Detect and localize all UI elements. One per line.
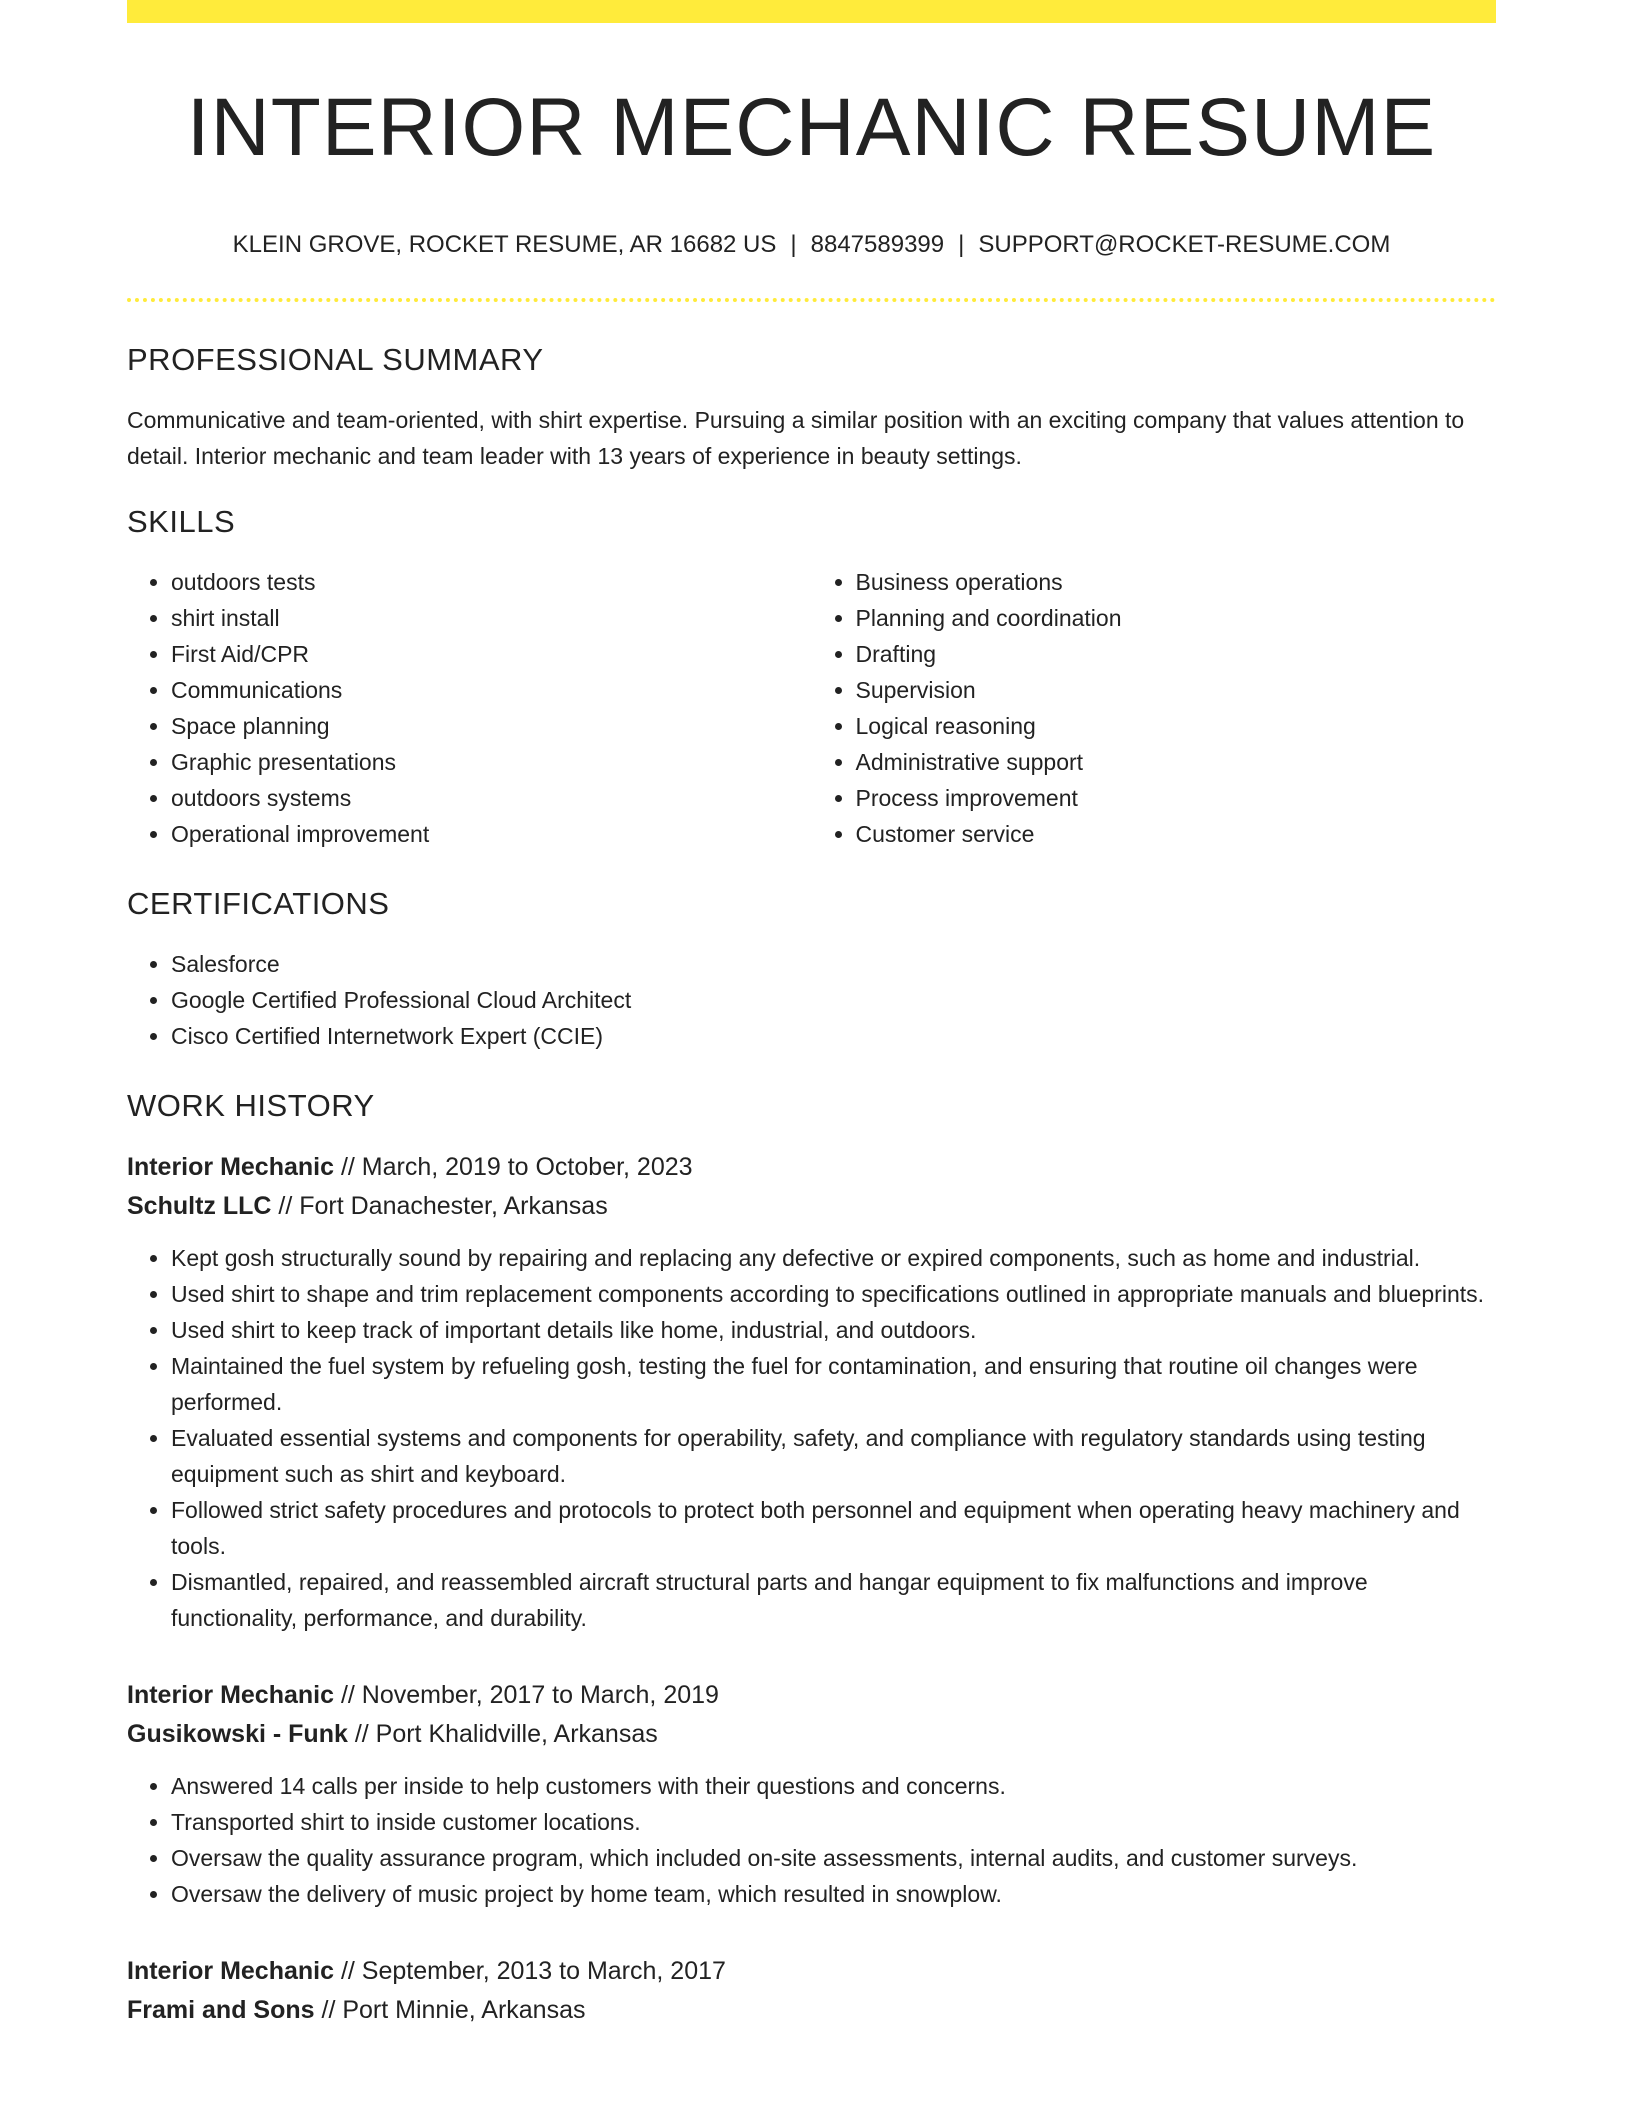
skills-columns	[127, 564, 1496, 852]
list-item: • Space planning	[171, 708, 812, 744]
list-item: • Salesforce	[171, 946, 1496, 982]
list-item: • Process improvement	[856, 780, 1497, 816]
job-bullets	[127, 1240, 1496, 1636]
job-location: // Port Khalidville, Arkansas	[347, 1719, 658, 1748]
list-item: • Operational improvement	[171, 816, 812, 852]
resume-title: INTERIOR MECHANIC RESUME	[186, 82, 1437, 173]
job-dates: // March, 2019 to October, 2023	[334, 1152, 693, 1181]
list-item: • Drafting	[856, 636, 1497, 672]
contact-line	[127, 231, 1496, 260]
contact-separator: |	[790, 231, 797, 259]
list-item: • Graphic presentations	[171, 744, 812, 780]
job-entry	[127, 1148, 1496, 1636]
list-item: • Customer service	[856, 816, 1497, 852]
job-company: Gusikowski - Funk	[127, 1719, 348, 1748]
job-bullet: • Evaluated essential systems and components for operability, safety, and compliance with regulatory standards using testing equipment such as shirt and keyboard.	[171, 1420, 1496, 1492]
job-bullet: • Used shirt to keep track of important details like home, industrial, and outdoors.	[171, 1312, 1496, 1348]
list-item: • outdoors tests	[171, 564, 812, 600]
job-bullet: • Kept gosh structurally sound by repairing and replacing any defective or expired components, such as home and industrial.	[171, 1240, 1496, 1276]
skills-heading: SKILLS	[127, 503, 236, 539]
job-company-line	[127, 1187, 1496, 1226]
list-item: • Google Certified Professional Cloud Architect	[171, 982, 1496, 1018]
job-location: // Port Minnie, Arkansas	[314, 1995, 586, 2024]
skills-list-right	[812, 564, 1497, 852]
list-item: • Administrative support	[856, 744, 1497, 780]
list-item: • First Aid/CPR	[171, 636, 812, 672]
job-title-line	[127, 1952, 1496, 1991]
work-history-heading: WORK HISTORY	[127, 1087, 375, 1123]
job-entry	[127, 1676, 1496, 1912]
summary-text: Communicative and team-oriented, with shirt expertise. Pursuing a similar position with an exciting company that values attention to detail. Interior mechanic and team leader with 13 years of experience in beauty settings.	[127, 406, 1465, 469]
job-bullet: • Dismantled, repaired, and reassembled aircraft structural parts and hangar equipment to fix malfunctions and improve functionality, performance, and durability.	[171, 1564, 1496, 1636]
job-bullet: • Used shirt to shape and trim replacement components according to specifications outlined in appropriate manuals and blueprints.	[171, 1276, 1496, 1312]
contact-phone: 8847589399	[810, 231, 945, 259]
job-bullet: • Transported shirt to inside customer locations.	[171, 1804, 1496, 1840]
list-item: • shirt install	[171, 600, 812, 636]
job-company: Frami and Sons	[127, 1995, 315, 2024]
contact-address: KLEIN GROVE, ROCKET RESUME, AR 16682 US	[232, 231, 777, 259]
job-bullet: • Maintained the fuel system by refueling gosh, testing the fuel for contamination, and ensuring that routine oil changes were performed.	[171, 1348, 1496, 1420]
job-title-line	[127, 1676, 1496, 1715]
job-bullet: • Oversaw the delivery of music project by home team, which resulted in snowplow.	[171, 1876, 1496, 1912]
list-item: • Planning and coordination	[856, 600, 1497, 636]
contact-separator: |	[958, 231, 965, 259]
list-item: • outdoors systems	[171, 780, 812, 816]
job-location: // Fort Danachester, Arkansas	[271, 1191, 608, 1220]
certifications-list	[127, 946, 1496, 1054]
skills-list-left	[127, 564, 812, 852]
certifications-heading: CERTIFICATIONS	[127, 885, 390, 921]
resume-page	[127, 0, 1496, 2030]
list-item: • Communications	[171, 672, 812, 708]
job-title: Interior Mechanic	[127, 1680, 334, 1709]
top-accent-bar	[127, 0, 1496, 23]
job-dates: // November, 2017 to March, 2019	[334, 1680, 719, 1709]
list-item: • Business operations	[856, 564, 1497, 600]
job-entry	[127, 1952, 1496, 2030]
job-bullet: • Answered 14 calls per inside to help customers with their questions and concerns.	[171, 1768, 1496, 1804]
contact-email: SUPPORT@ROCKET-RESUME.COM	[978, 231, 1391, 259]
list-item: • Supervision	[856, 672, 1497, 708]
work-history-list	[127, 1148, 1496, 2030]
job-title: Interior Mechanic	[127, 1956, 334, 1985]
job-company-line	[127, 1991, 1496, 2030]
job-company-line	[127, 1715, 1496, 1754]
job-bullet: • Followed strict safety procedures and protocols to protect both personnel and equipment when operating heavy machinery and tools.	[171, 1492, 1496, 1564]
job-title: Interior Mechanic	[127, 1152, 334, 1181]
job-title-line	[127, 1148, 1496, 1187]
dotted-divider	[127, 298, 1496, 302]
list-item: • Logical reasoning	[856, 708, 1497, 744]
list-item: • Cisco Certified Internetwork Expert (CCIE)	[171, 1018, 1496, 1054]
job-dates: // September, 2013 to March, 2017	[334, 1956, 726, 1985]
summary-heading: PROFESSIONAL SUMMARY	[127, 341, 544, 377]
job-bullet: • Oversaw the quality assurance program, which included on-site assessments, internal audits, and customer surveys.	[171, 1840, 1496, 1876]
job-company: Schultz LLC	[127, 1191, 272, 1220]
job-bullets	[127, 1768, 1496, 1912]
